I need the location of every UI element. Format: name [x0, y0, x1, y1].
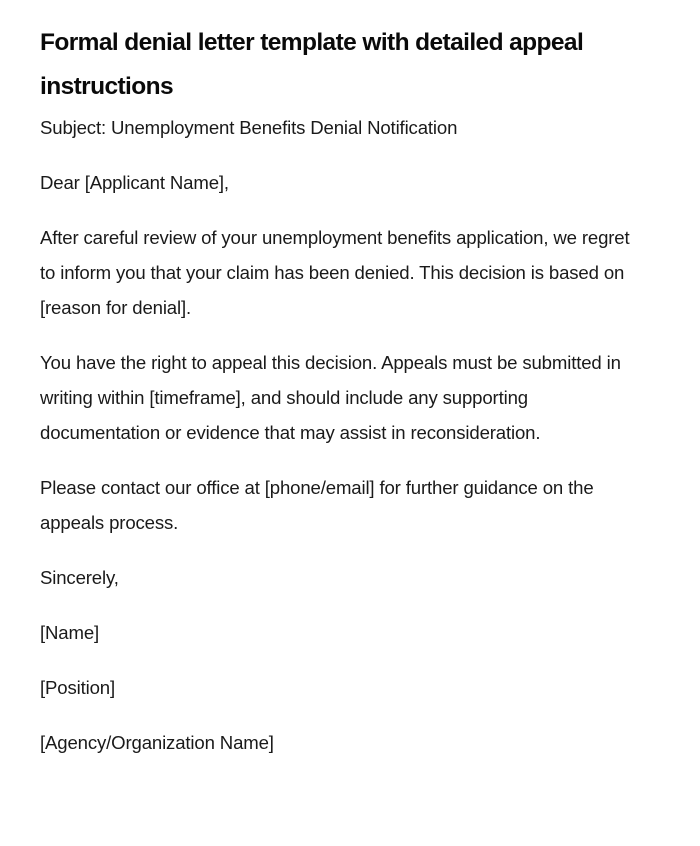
body-paragraph-denial: After careful review of your unemployment benefits application, we regret to inform you that your claim has been denied. This decision is based on [reason for denial]. — [40, 227, 630, 318]
signature-name: [Name] — [40, 622, 100, 643]
subject-line: Subject: Unemployment Benefits Denial Notification — [40, 117, 458, 138]
page-title: Formal denial letter template with detailed appeal instructions — [40, 29, 584, 100]
closing: Sincerely, — [40, 567, 119, 588]
greeting: Dear [Applicant Name], — [40, 172, 229, 193]
signature-organization: [Agency/Organization Name] — [40, 732, 274, 753]
body-paragraph-appeal: You have the right to appeal this decision. Appeals must be submitted in writing within [timeframe], and should include any supporting documentation or evidence that may assist in reconsideration. — [40, 352, 621, 443]
body-paragraph-contact: Please contact our office at [phone/email] for further guidance on the appeals process. — [40, 477, 594, 533]
signature-position: [Position] — [40, 677, 115, 698]
